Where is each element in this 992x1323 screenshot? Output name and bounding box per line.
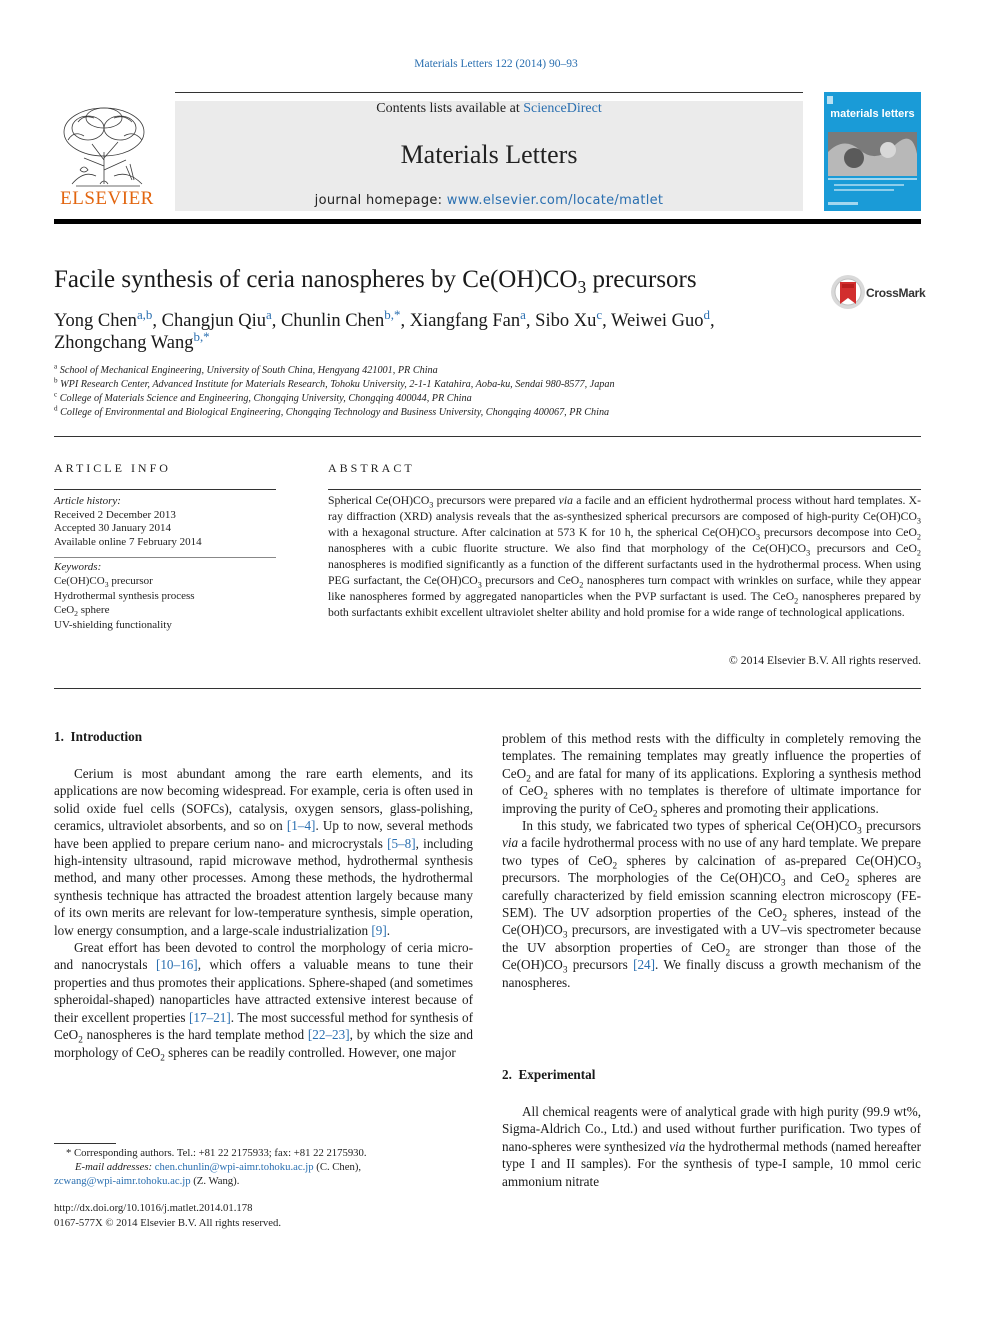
sciencedirect-link[interactable]: ScienceDirect: [523, 101, 602, 116]
author-affil-sup[interactable]: a,b: [136, 306, 153, 322]
contents-prefix: Contents lists available at: [376, 101, 524, 116]
keyword: UV-shielding functionality: [54, 618, 172, 631]
author-affil-sup[interactable]: b,*: [384, 306, 401, 322]
affiliation-text: WPI Research Center, Advanced Institute for Materials Research, Tohoku University, 2-1-1 Katahira, Aoba-ku, Sendai 980-8577, Japan: [57, 379, 615, 390]
email-owner: (C. Chen),: [313, 1161, 362, 1173]
author-separator: ,: [525, 311, 536, 331]
section-title: Introduction: [70, 729, 143, 744]
citation-link[interactable]: [17–21]: [189, 1009, 231, 1025]
author-name[interactable]: Yong Chen: [54, 311, 137, 331]
author-separator: ,: [400, 311, 410, 331]
email-link[interactable]: zcwang@wpi-aimr.tohoku.ac.jp: [54, 1175, 191, 1187]
journal-reference[interactable]: Materials Letters 122 (2014) 90–93: [414, 58, 578, 70]
abstract-copyright: © 2014 Elsevier B.V. All rights reserved.: [728, 654, 921, 667]
email-line: [75, 1160, 361, 1174]
author-separator: ,: [602, 311, 611, 331]
author-name[interactable]: Zhongchang Wang: [54, 333, 194, 353]
affiliation-sup: b: [54, 376, 58, 385]
article-info-rule: [54, 489, 276, 490]
email-label: E-mail addresses:: [75, 1161, 155, 1173]
doi-link[interactable]: http://dx.doi.org/10.1016/j.matlet.2014.01.178: [54, 1202, 253, 1214]
affiliation-sup: c: [54, 390, 58, 399]
article-info-divider: [54, 557, 276, 558]
keywords-block: [54, 560, 195, 632]
author-affil-sup[interactable]: a: [520, 306, 526, 322]
affiliation-sup: d: [54, 404, 58, 413]
header-thick-rule: [54, 219, 921, 224]
article-title: [54, 266, 697, 297]
citation-link[interactable]: [1–4]: [286, 818, 316, 834]
author-name[interactable]: Weiwei Guo: [611, 311, 704, 331]
issn-copyright: 0167-577X © 2014 Elsevier B.V. All rights reserved.: [54, 1217, 281, 1229]
author-name[interactable]: Changjun Qiu: [161, 311, 266, 331]
accepted-date: Accepted 30 January 2014: [54, 522, 171, 535]
affiliation: [54, 404, 610, 418]
paragraph: problem of this method rests with the difficulty in completely removing the templates. The remaining templates may greatly influence the properties of CeO$_2$ and are fatal for many of its applications. Exploring a synthesis method of CeO$_2$ spheres with no templates is therefore of ultimate importance for improving the purity of CeO$_2$ spheres and promoting their applications.: [502, 731, 921, 819]
affiliation-text: College of Materials Science and Engineering, Chongqing University, Chongqing 400044, PR China: [57, 393, 472, 404]
section-number: 1.: [54, 729, 64, 744]
journal-cover-image[interactable]: [824, 92, 921, 211]
article-history: [54, 495, 202, 549]
title-text-end: precursors: [586, 266, 697, 293]
homepage-line: [175, 193, 803, 208]
citation-link[interactable]: [10–16]: [155, 957, 198, 973]
online-date: Available online 7 February 2014: [54, 535, 202, 548]
paragraph: Great effort has been devoted to control the morphology of ceria micro- and nanocrystals [10–16], which offers a valuable means to tune their properties and thus promotes their applications. Sphere-shaped (and sometimes spheroidal-shaped) nanoparticles have attracted extensive interest because of their excellent properties [17–21]. The most successful method for synthesis of CeO$_2$ nanospheres is the hard template method [22–23], by which the size and morphology of CeO$_2$ spheres can be readily controlled. However, one major: [54, 940, 473, 1063]
email-line: [54, 1174, 239, 1188]
title-text: Facile synthesis of ceria nanospheres by Ce(OH)CO: [54, 266, 578, 293]
title-subscript: 3: [577, 277, 587, 297]
abstract-bottom-rule: [54, 688, 921, 689]
author-list-continued: [54, 328, 210, 354]
received-date: Received 2 December 2013: [54, 508, 176, 521]
citation-link[interactable]: [5–8]: [387, 835, 416, 851]
affiliation: [54, 362, 438, 376]
paragraph: Cerium is most abundant among the rare earth elements, and its applications are now becoming widespread. For example, ceria is often used in solid oxide fuel cells (SOFCs), catalysis, oxygen sensors, glass-polishing, ceramics, ultraviolet absorbents, and so on [1–4]. Up to now, several methods have been applied to prepare cerium nano- and microcrystals [5–8], including high-intensity ultrasound, rapid microwave method, hydrothermal synthesis method, and many other processes. Among these methods, the hydrothermal synthesis technique has attracted the broadest attention largely because many of its own merits are relevant for low-temperature synthesis, simple operation, low energy consumption, and a large-scale industrialization [9].: [54, 766, 473, 938]
author-separator: ,: [271, 311, 281, 331]
email-link[interactable]: chen.chunlin@wpi-aimr.tohoku.ac.jp: [154, 1161, 314, 1173]
paragraph: All chemical reagents were of analytical grade with high purity (99.9 wt%, Sigma-Aldrich Co., Ltd.) and used without further purification. Two types of nano-spheres were synthesized via the hydrothermal methods (named hereafter type I and II samples). For the synthesis of type-I sample, 10 mmol ceric ammonium nitrate: [502, 1104, 922, 1189]
affiliation-rule: [54, 436, 921, 437]
section-heading-introduction: [54, 729, 142, 745]
abstract-text: Spherical $Ce(OH)CO_3$ precursors were prepared via a facile and an efficient hydrothermal process without hard templates. X-ray diffraction (XRD) analysis reveals that the as-synthesized spherical precursors are composed of high-purity $Ce(OH)CO_3$ with a hexagonal structure. After calcination at 573 K for 10 h, the spherical $Ce(OH)CO_3$ precursors decompose into CeO$_2$ nanospheres with a cubic fluorite structure. We also find that morphology of the $Ce(OH)CO_3$ precursors and CeO$_2$ nanospheres is modified significantly as a function of the different surfactants used in the hydrothermal process. When using PEG surfactant, the $Ce(OH)CO_3$ precursors and CeO$_2$ nanospheres turn compact with wrinkles on surface, while they appear like nanospheres formed by aggregated nanoparticles when the PVP surfactant is used. The CeO$_2$ nanospheres prepared by both surfactants exhibit excellent ultraviolet shelter ability and hold promise for a wide range of technological applications.: [328, 494, 921, 619]
homepage-link[interactable]: www.elsevier.com/locate/matlet: [446, 193, 664, 208]
cover-title: materials letters: [830, 108, 915, 120]
section-heading-experimental: [502, 1067, 595, 1083]
author-name[interactable]: Sibo Xu: [535, 311, 597, 331]
homepage-prefix: journal homepage:: [314, 193, 447, 208]
abstract-rule: [328, 489, 921, 490]
citation-link[interactable]: [22–23]: [307, 1027, 350, 1043]
body-column-right: [502, 730, 921, 991]
footnote-rule: [54, 1143, 116, 1144]
section-title: Experimental: [518, 1067, 596, 1082]
paragraph: In this study, we fabricated two types of spherical $Ce(OH)CO_3$ precursors via a facile hydrothermal process with no use of any hard template. We prepare two types of CeO$_2$ spheres by calcination of as-prepared $Ce(OH)CO_3$ precursors. The morphologies of the $Ce(OH)CO_3$ and CeO$_2$ spheres are carefully characterized by field emission scanning electron microscopy (FE-SEM). The UV adsorption properties of the CeO$_2$ spheres, instead of the $Ce(OH)CO_3$ precursors, are investigated with a UV–vis spectrometer because the UV absorption properties of CeO$_2$ are stronger than those of the $Ce(OH)CO_3$ precursors [24]. We finally discuss a growth mechanism of the nanospheres.: [502, 818, 922, 990]
abstract-heading: ABSTRACT: [328, 461, 415, 475]
affiliation-text: College of Environmental and Biological Engineering, Chongqing Technology and Business University, Chongqing 400067, PR China: [57, 407, 610, 418]
history-label: Article history:: [54, 495, 121, 507]
header-top-rule: [175, 92, 803, 93]
keywords-label: Keywords:: [54, 561, 102, 573]
elsevier-wordmark: ELSEVIER: [60, 188, 154, 209]
keyword: $Ce(OH)CO_3$ precursor: [54, 575, 153, 590]
author-affil-sup[interactable]: c: [596, 306, 603, 322]
author-list: [54, 306, 924, 332]
author-name[interactable]: Xiangfang Fan: [409, 311, 521, 331]
email-owner: (Z. Wang).: [190, 1175, 240, 1187]
keyword: Hydrothermal synthesis process: [54, 589, 195, 602]
author-name[interactable]: Chunlin Chen: [280, 311, 385, 331]
affiliation-sup: a: [54, 362, 58, 371]
author-separator: ,: [152, 311, 162, 331]
section-number: 2.: [502, 1067, 512, 1082]
author-affil-sup[interactable]: b,*: [193, 328, 210, 344]
author-affil-sup[interactable]: a: [265, 306, 272, 322]
affiliation: [54, 390, 472, 404]
crossmark-label[interactable]: CrossMark: [866, 286, 926, 300]
citation-link[interactable]: [9]: [371, 922, 387, 938]
contents-line: [175, 101, 803, 117]
affiliation-text: School of Mechanical Engineering, University of South China, Hengyang 421001, PR China: [57, 365, 438, 376]
author-affil-sup[interactable]: d: [703, 306, 710, 322]
journal-name: Materials Letters: [400, 140, 578, 169]
body-column-left: [54, 765, 473, 1061]
corresponding-author-note: * Corresponding authors. Tel.: +81 22 2175933; fax: +81 22 2175930.: [66, 1147, 367, 1159]
body-column-right-experimental: [502, 1103, 921, 1190]
keyword: CeO$_2$ sphere: [54, 604, 110, 619]
author-separator: ,: [710, 311, 715, 331]
citation-link[interactable]: [24]: [633, 957, 656, 973]
article-info-heading: ARTICLE INFO: [54, 461, 171, 475]
affiliation: [54, 376, 615, 390]
